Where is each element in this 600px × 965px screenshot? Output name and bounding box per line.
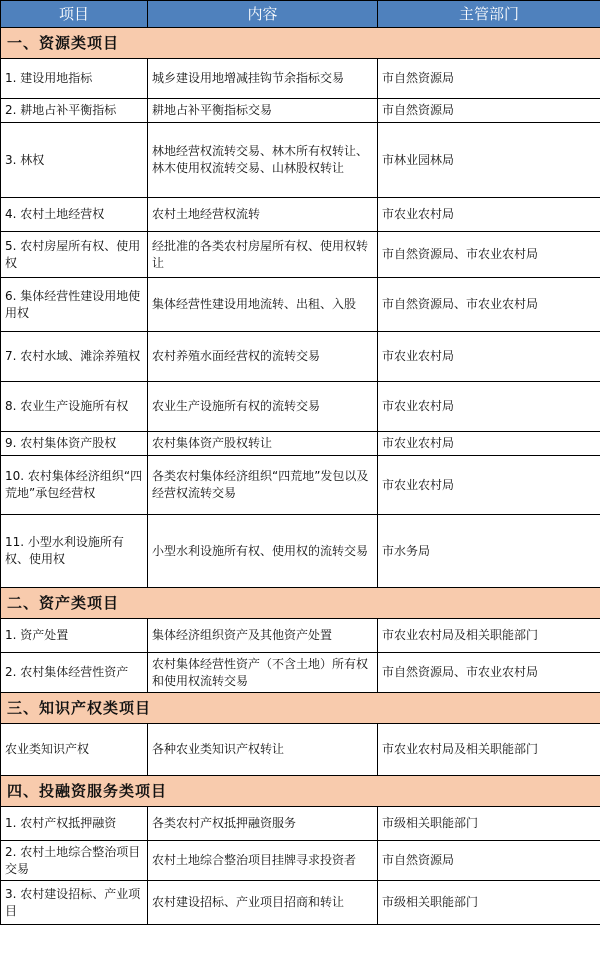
- section-title: 一、资源类项目: [1, 28, 600, 59]
- department-cell: 市自然资源局、市农业农村局: [378, 232, 600, 278]
- department-cell: 市级相关职能部门: [378, 807, 600, 841]
- department-cell: 市农业农村局: [378, 456, 600, 515]
- item-cell: 7. 农村水域、滩涂养殖权: [1, 332, 148, 382]
- department-cell: 市自然资源局: [378, 59, 600, 99]
- content-cell: 农村集体经营性资产（不含土地）所有权和使用权流转交易: [148, 653, 378, 693]
- table-row: [1, 515, 600, 588]
- item-cell: 10. 农村集体经济组织“四荒地”承包经营权: [1, 456, 148, 515]
- item-cell: 2. 农村集体经营性资产: [1, 653, 148, 693]
- content-cell: 集体经营性建设用地流转、出租、入股: [148, 278, 378, 332]
- content-cell: 各类农村产权抵押融资服务: [148, 807, 378, 841]
- item-cell: 5. 农村房屋所有权、使用权: [1, 232, 148, 278]
- content-cell: 农村土地综合整治项目挂牌寻求投资者: [148, 841, 378, 881]
- content-cell: 农村土地经营权流转: [148, 198, 378, 232]
- table-row: [1, 881, 600, 925]
- item-cell: 4. 农村土地经营权: [1, 198, 148, 232]
- item-cell: 6. 集体经营性建设用地使用权: [1, 278, 148, 332]
- department-cell: 市自然资源局、市农业农村局: [378, 278, 600, 332]
- department-cell: 市级相关职能部门: [378, 881, 600, 925]
- header-item: 项目: [1, 1, 148, 28]
- table-row: [1, 432, 600, 456]
- table-row: [1, 232, 600, 278]
- table-row: [1, 59, 600, 99]
- item-cell: 1. 资产处置: [1, 619, 148, 653]
- department-cell: 市农业农村局: [378, 382, 600, 432]
- section-row: [1, 693, 600, 724]
- header-row: [1, 1, 600, 28]
- table-row: [1, 278, 600, 332]
- department-cell: 市农业农村局: [378, 332, 600, 382]
- item-cell: 1. 建设用地指标: [1, 59, 148, 99]
- department-cell: 市农业农村局及相关职能部门: [378, 724, 600, 776]
- content-cell: 城乡建设用地增减挂钩节余指标交易: [148, 59, 378, 99]
- content-cell: 农村建设招标、产业项目招商和转让: [148, 881, 378, 925]
- header-department: 主管部门: [378, 1, 600, 28]
- table-row: [1, 619, 600, 653]
- table-row: [1, 382, 600, 432]
- content-cell: 各类农村集体经济组织“四荒地”发包以及经营权流转交易: [148, 456, 378, 515]
- content-cell: 农村养殖水面经营权的流转交易: [148, 332, 378, 382]
- table-row: [1, 724, 600, 776]
- header-content: 内容: [148, 1, 378, 28]
- table-row: [1, 456, 600, 515]
- section-row: [1, 28, 600, 59]
- item-cell: 1. 农村产权抵押融资: [1, 807, 148, 841]
- item-cell: 9. 农村集体资产股权: [1, 432, 148, 456]
- item-cell: 2. 耕地占补平衡指标: [1, 99, 148, 123]
- section-row: [1, 588, 600, 619]
- department-cell: 市林业园林局: [378, 123, 600, 198]
- section-row: [1, 776, 600, 807]
- section-title: 四、投融资服务类项目: [1, 776, 600, 807]
- table-row: [1, 332, 600, 382]
- item-cell: 2. 农村土地综合整治项目交易: [1, 841, 148, 881]
- department-cell: 市农业农村局: [378, 432, 600, 456]
- department-cell: 市自然资源局: [378, 841, 600, 881]
- content-cell: 小型水利设施所有权、使用权的流转交易: [148, 515, 378, 588]
- department-cell: 市水务局: [378, 515, 600, 588]
- content-cell: 农业生产设施所有权的流转交易: [148, 382, 378, 432]
- content-cell: 耕地占补平衡指标交易: [148, 99, 378, 123]
- item-cell: 3. 林权: [1, 123, 148, 198]
- content-cell: 集体经济组织资产及其他资产处置: [148, 619, 378, 653]
- section-title: 三、知识产权类项目: [1, 693, 600, 724]
- table-row: [1, 807, 600, 841]
- item-cell: 农业类知识产权: [1, 724, 148, 776]
- content-cell: 各种农业类知识产权转让: [148, 724, 378, 776]
- item-cell: 11. 小型水利设施所有权、使用权: [1, 515, 148, 588]
- department-cell: 市自然资源局、市农业农村局: [378, 653, 600, 693]
- table-row: [1, 841, 600, 881]
- section-title: 二、资产类项目: [1, 588, 600, 619]
- department-cell: 市农业农村局: [378, 198, 600, 232]
- table-row: [1, 123, 600, 198]
- item-cell: 3. 农村建设招标、产业项目: [1, 881, 148, 925]
- item-cell: 8. 农业生产设施所有权: [1, 382, 148, 432]
- department-cell: 市农业农村局及相关职能部门: [378, 619, 600, 653]
- department-cell: 市自然资源局: [378, 99, 600, 123]
- table-row: [1, 198, 600, 232]
- content-cell: 林地经营权流转交易、林木所有权转让、林木使用权流转交易、山林股权转让: [148, 123, 378, 198]
- content-cell: 农村集体资产股权转让: [148, 432, 378, 456]
- table-row: [1, 653, 600, 693]
- table-row: [1, 99, 600, 123]
- content-cell: 经批准的各类农村房屋所有权、使用权转让: [148, 232, 378, 278]
